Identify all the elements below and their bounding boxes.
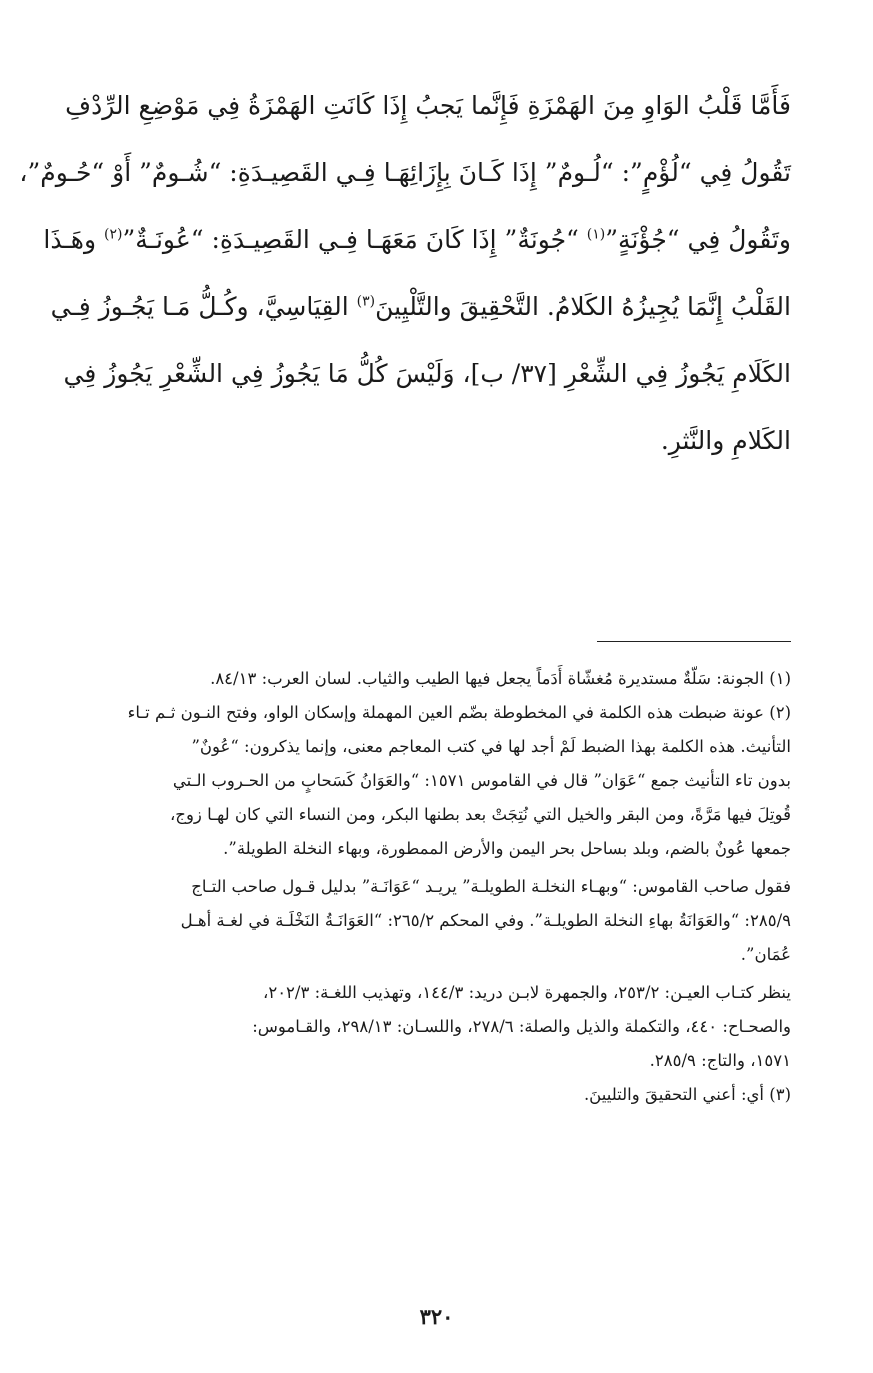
body-line-3-middle: “جُونَةٌ” إِذَا كَانَ مَعَهَـا فِـي القَصِيـدَةِ: “عُونَـةٌ”	[122, 225, 587, 254]
footnote-2-p3-line-1: ينظر كتـاب العيـن: ٢٥٣/٢، والجمهرة لابـن دريد: ١٤٤/٣، وتهذيب اللغـة: ٢٠٢/٣،	[263, 983, 791, 1002]
body-line-3-end: وهَـذَا	[43, 225, 104, 254]
footnote-separator-rule	[597, 641, 791, 642]
footnote-mark-2: (٢)	[103, 226, 123, 243]
footnote-2	[79, 696, 791, 866]
body-line-1: فَأَمَّا قَلْبُ الوَاوِ مِنَ الهَمْزَةِ فَإِنَّما يَجبُ إِذَا كَانَتِ الهَمْزَةُ فِي مَوْضِعِ الرِّدْفِ	[65, 91, 791, 120]
body-line-5: الكَلَامِ يَجُوزُ فِي الشِّعْرِ [٣٧/ ب]، وَلَيْسَ كُلُّ مَا يَجُوزُ فِي الشِّعْرِ يَجُوزُ فِي	[63, 359, 791, 388]
footnote-2-p3-line-3: ١٥٧١، والتاج: ٢٨٥/٩.	[649, 1051, 791, 1070]
page-number: ٣٢٠	[419, 1304, 454, 1329]
footnote-2-p2-line-1: فقول صاحب القاموس: “وبهـاء النخلـة الطويلـة” يريـد “عَوَانَـة” بدليل قـول صاحب التـاج	[191, 877, 791, 896]
footnote-2-line-5: جمعها عُونٌ بالضم، وبلد بساحل بحر اليمن والأرض الممطورة، وبهاء النخلة الطويلة”.	[223, 839, 791, 858]
body-line-3	[43, 206, 791, 273]
footnote-3-line-1: (٣) أي: أعني التحقيقَ والتليينَ.	[583, 1085, 791, 1104]
body-line-4-end: القِيَاسِيَّ، وكُـلُّ مَـا يَجُـوزُ فِـي	[50, 292, 357, 321]
footnote-2-p2-line-3: عُمَان”.	[740, 945, 791, 964]
footnote-1-line-1: (١) الجونة: سَلّةٌ مستديرة مُغشّاة أَدَماً يجعل فيها الطيب والثياب. لسان العرب: ٨٤/١٣.	[210, 669, 791, 688]
footnote-2-p2-line-2: ٢٨٥/٩: “والعَوَانَةُ بهاءِ النخلة الطويلـة”. وفي المحكم ٢٦٥/٢: “العَوَانَـةُ النَخْلَـة في لغـة أهـل	[180, 911, 791, 930]
footnote-2-line-4: قُوتِلَ فيها مَرَّةً، ومن البقر والخيل التي نُتِجَتْ بعد بطنها البكر، ومن النساء التي كان لهـا زوج،	[169, 805, 791, 824]
body-line-4-start: القَلْبُ إِنَّمَا يُجِيزُهُ الكَلامُ. التَّحْقِيقَ والتَّلْيِينَ	[375, 292, 791, 321]
footnote-3	[79, 1078, 791, 1112]
footnotes-section	[79, 662, 791, 1112]
footnote-2-line-3: بدون تاء التأنيث جمع “عَوَان” قال في القاموس ١٥٧١: “والعَوَانُ كَسَحابٍ من الحـروب الـتي	[172, 771, 791, 790]
footnote-2-line-1: (٢) عونة ضبطت هذه الكلمة في المخطوطة بضّم العين المهملة وإسكان الواو، وفتح النـون ثـم تـاء	[127, 703, 791, 722]
main-body-text	[19, 72, 791, 474]
body-line-3-start: وتَقُولُ فِي “جُؤْنَةٍ”	[605, 225, 791, 254]
body-line-6: الكَلامِ والنَّثرِ.	[660, 426, 791, 455]
footnote-mark-3: (٣)	[356, 293, 376, 310]
footnote-2-paragraph-3	[79, 976, 791, 1078]
footnote-2-paragraph-2	[79, 870, 791, 972]
footnote-2-p3-line-2: والصحـاح: ٤٤٠، والتكملة والذيل والصلة: ٢٧٨/٦، واللسـان: ٢٩٨/١٣، والقـاموس:	[252, 1017, 791, 1036]
footnote-mark-1: (١)	[586, 226, 606, 243]
body-line-2: تَقُولُ فِي “لُؤْمٍ”: “لُـومٌ” إِذَا كَـانَ بِإِزَائِهَـا فِـي القَصِيـدَةِ: “شُـومٌ” أَوْ “حُـومٌ”،	[19, 158, 791, 187]
footnote-2-line-2: التأنيث. هذه الكلمة بهذا الضبط لَمْ أجد لها في كتب المعاجم معنى، وإنما يذكرون: “عُونٌ”	[191, 737, 791, 756]
body-line-4	[50, 273, 791, 340]
footnote-1	[79, 662, 791, 696]
